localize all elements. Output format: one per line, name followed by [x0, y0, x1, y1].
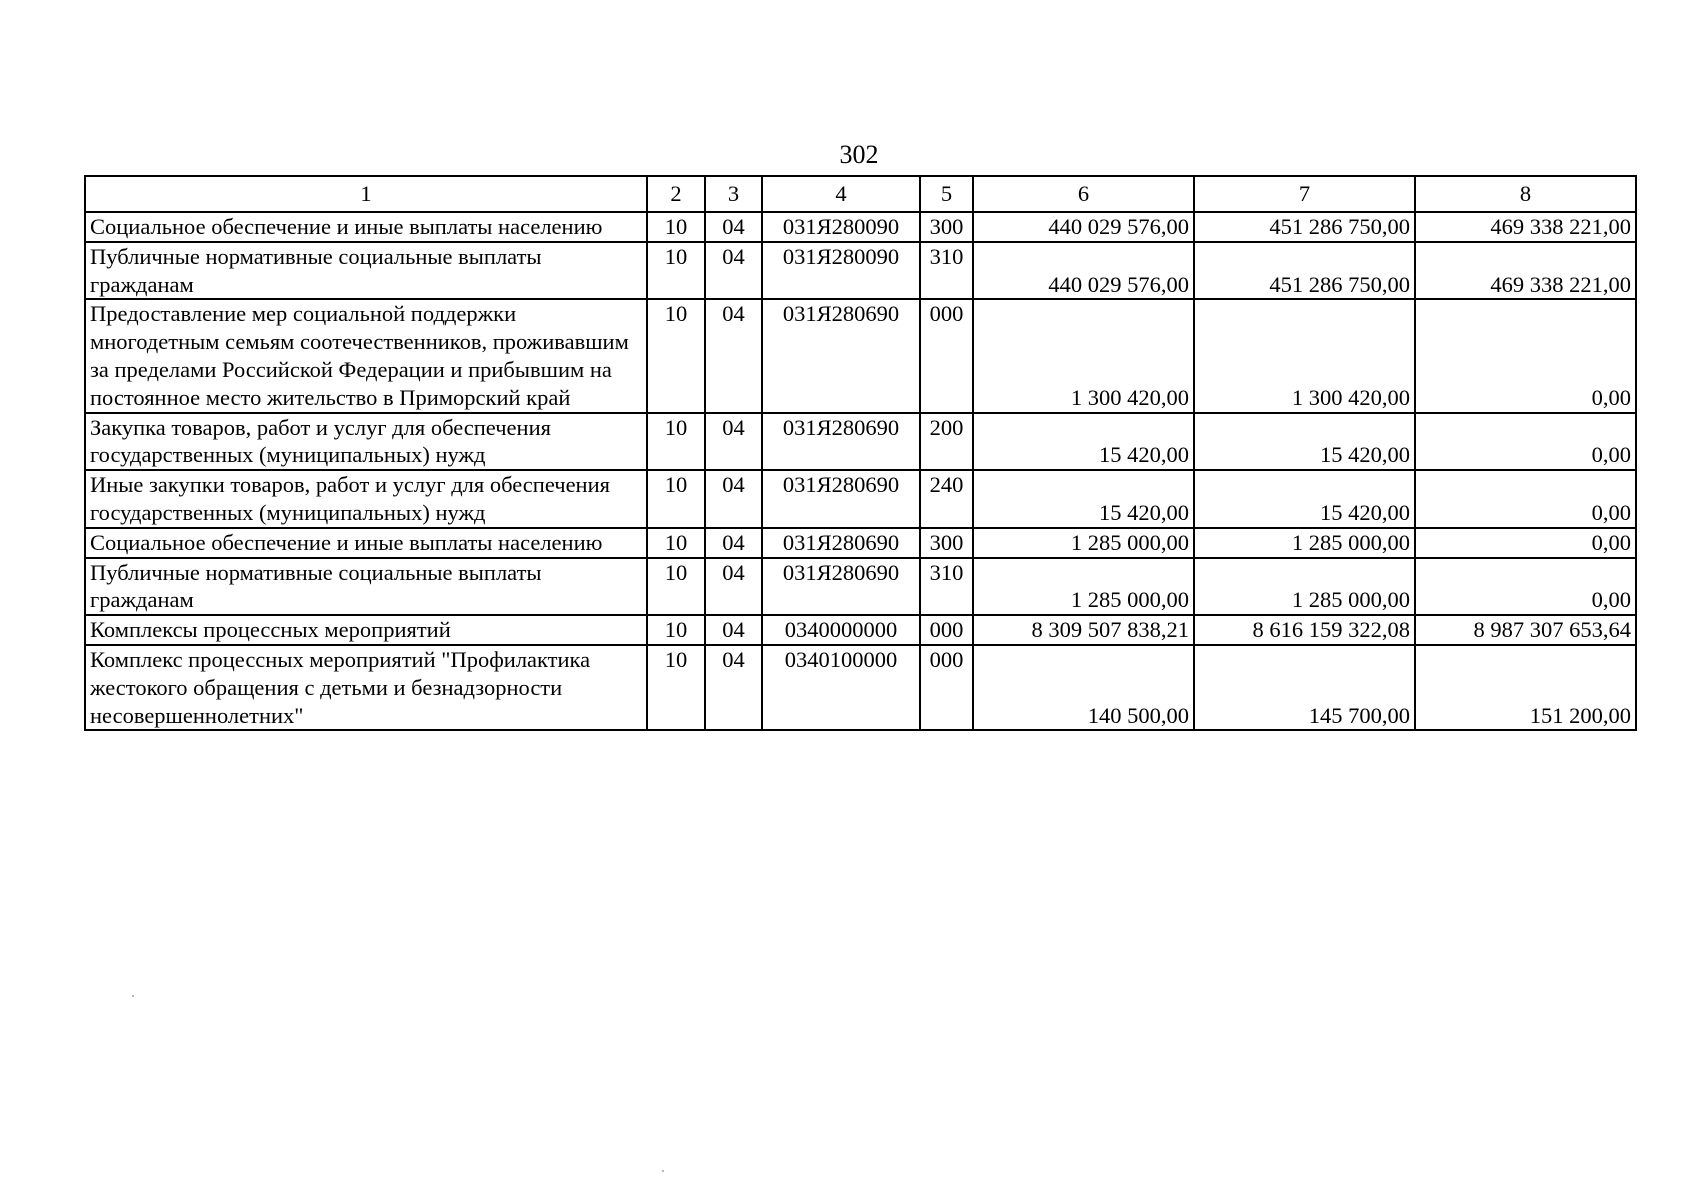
section-code-cell: 10 [647, 212, 705, 242]
amount-cell-col7: 15 420,00 [1194, 413, 1415, 471]
target-article-cell: 0340100000 [762, 645, 920, 730]
table-row [85, 558, 1636, 616]
table-row [85, 528, 1636, 558]
amount-cell-col8: 0,00 [1415, 299, 1636, 412]
amount-cell-col7: 451 286 750,00 [1194, 212, 1415, 242]
amount-cell-col7: 1 300 420,00 [1194, 299, 1415, 412]
table-row [85, 212, 1636, 242]
subsection-code-cell: 04 [705, 615, 762, 645]
amount-cell-col7: 1 285 000,00 [1194, 558, 1415, 616]
amount-cell-col8: 0,00 [1415, 528, 1636, 558]
amount-cell-col7: 451 286 750,00 [1194, 242, 1415, 300]
subsection-code-cell: 04 [705, 528, 762, 558]
amount-cell-col6: 8 309 507 838,21 [973, 615, 1194, 645]
column-number: 4 [762, 176, 920, 212]
table-row [85, 615, 1636, 645]
expense-type-cell: 310 [920, 242, 973, 300]
column-number-row [85, 176, 1636, 212]
amount-cell-col6: 1 285 000,00 [973, 528, 1194, 558]
row-name-cell: Комплекс процессных мероприятий "Профилактика жестокого обращения с детьми и безнадзорности несовершеннолетних" [85, 645, 647, 730]
target-article-cell: 0340000000 [762, 615, 920, 645]
subsection-code-cell: 04 [705, 470, 762, 528]
subsection-code-cell: 04 [705, 299, 762, 412]
table-row [85, 299, 1636, 412]
target-article-cell: 031Я280690 [762, 299, 920, 412]
amount-cell-col8: 0,00 [1415, 413, 1636, 471]
expense-type-cell: 300 [920, 528, 973, 558]
section-code-cell: 10 [647, 470, 705, 528]
subsection-code-cell: 04 [705, 413, 762, 471]
budget-table [84, 175, 1637, 731]
subsection-code-cell: 04 [705, 242, 762, 300]
subsection-code-cell: 04 [705, 645, 762, 730]
amount-cell-col8: 469 338 221,00 [1415, 242, 1636, 300]
table-row [85, 413, 1636, 471]
page-number: 302 [839, 140, 879, 169]
amount-cell-col6: 140 500,00 [973, 645, 1194, 730]
target-article-cell: 031Я280690 [762, 413, 920, 471]
expense-type-cell: 240 [920, 470, 973, 528]
section-code-cell: 10 [647, 615, 705, 645]
section-code-cell: 10 [647, 299, 705, 412]
target-article-cell: 031Я280690 [762, 528, 920, 558]
column-number: 7 [1194, 176, 1415, 212]
amount-cell-col8: 151 200,00 [1415, 645, 1636, 730]
amount-cell-col6: 15 420,00 [973, 470, 1194, 528]
section-code-cell: 10 [647, 413, 705, 471]
column-number: 8 [1415, 176, 1636, 212]
column-number: 5 [920, 176, 973, 212]
expense-type-cell: 200 [920, 413, 973, 471]
row-name-cell: Публичные нормативные социальные выплаты гражданам [85, 558, 647, 616]
target-article-cell: 031Я280690 [762, 558, 920, 616]
section-code-cell: 10 [647, 242, 705, 300]
amount-cell-col6: 15 420,00 [973, 413, 1194, 471]
amount-cell-col7: 15 420,00 [1194, 470, 1415, 528]
column-number: 6 [973, 176, 1194, 212]
target-article-cell: 031Я280090 [762, 242, 920, 300]
amount-cell-col7: 8 616 159 322,08 [1194, 615, 1415, 645]
row-name-cell: Комплексы процессных мероприятий [85, 615, 647, 645]
expense-type-cell: 310 [920, 558, 973, 616]
amount-cell-col8: 469 338 221,00 [1415, 212, 1636, 242]
table-row [85, 242, 1636, 300]
row-name-cell: Социальное обеспечение и иные выплаты населению [85, 528, 647, 558]
column-number: 2 [647, 176, 705, 212]
scan-speck [132, 995, 134, 997]
subsection-code-cell: 04 [705, 558, 762, 616]
amount-cell-col7: 145 700,00 [1194, 645, 1415, 730]
expense-type-cell: 300 [920, 212, 973, 242]
expense-type-cell: 000 [920, 615, 973, 645]
amount-cell-col6: 440 029 576,00 [973, 212, 1194, 242]
row-name-cell: Предоставление мер социальной поддержки многодетным семьям соотечественников, проживавшим за пределами Российской Федерации и прибывшим на постоянное место жительство в Приморский край [85, 299, 647, 412]
column-number: 1 [85, 176, 647, 212]
expense-type-cell: 000 [920, 645, 973, 730]
amount-cell-col6: 1 285 000,00 [973, 558, 1194, 616]
row-name-cell: Социальное обеспечение и иные выплаты населению [85, 212, 647, 242]
expense-type-cell: 000 [920, 299, 973, 412]
row-name-cell: Закупка товаров, работ и услуг для обеспечения государственных (муниципальных) нужд [85, 413, 647, 471]
amount-cell-col8: 8 987 307 653,64 [1415, 615, 1636, 645]
section-code-cell: 10 [647, 645, 705, 730]
scan-speck [662, 1170, 664, 1172]
column-number: 3 [705, 176, 762, 212]
amount-cell-col6: 1 300 420,00 [973, 299, 1194, 412]
table-row [85, 645, 1636, 730]
amount-cell-col8: 0,00 [1415, 558, 1636, 616]
target-article-cell: 031Я280690 [762, 470, 920, 528]
table-row [85, 470, 1636, 528]
amount-cell-col8: 0,00 [1415, 470, 1636, 528]
amount-cell-col6: 440 029 576,00 [973, 242, 1194, 300]
section-code-cell: 10 [647, 558, 705, 616]
subsection-code-cell: 04 [705, 212, 762, 242]
row-name-cell: Иные закупки товаров, работ и услуг для обеспечения государственных (муниципальных) нужд [85, 470, 647, 528]
row-name-cell: Публичные нормативные социальные выплаты гражданам [85, 242, 647, 300]
amount-cell-col7: 1 285 000,00 [1194, 528, 1415, 558]
target-article-cell: 031Я280090 [762, 212, 920, 242]
section-code-cell: 10 [647, 528, 705, 558]
